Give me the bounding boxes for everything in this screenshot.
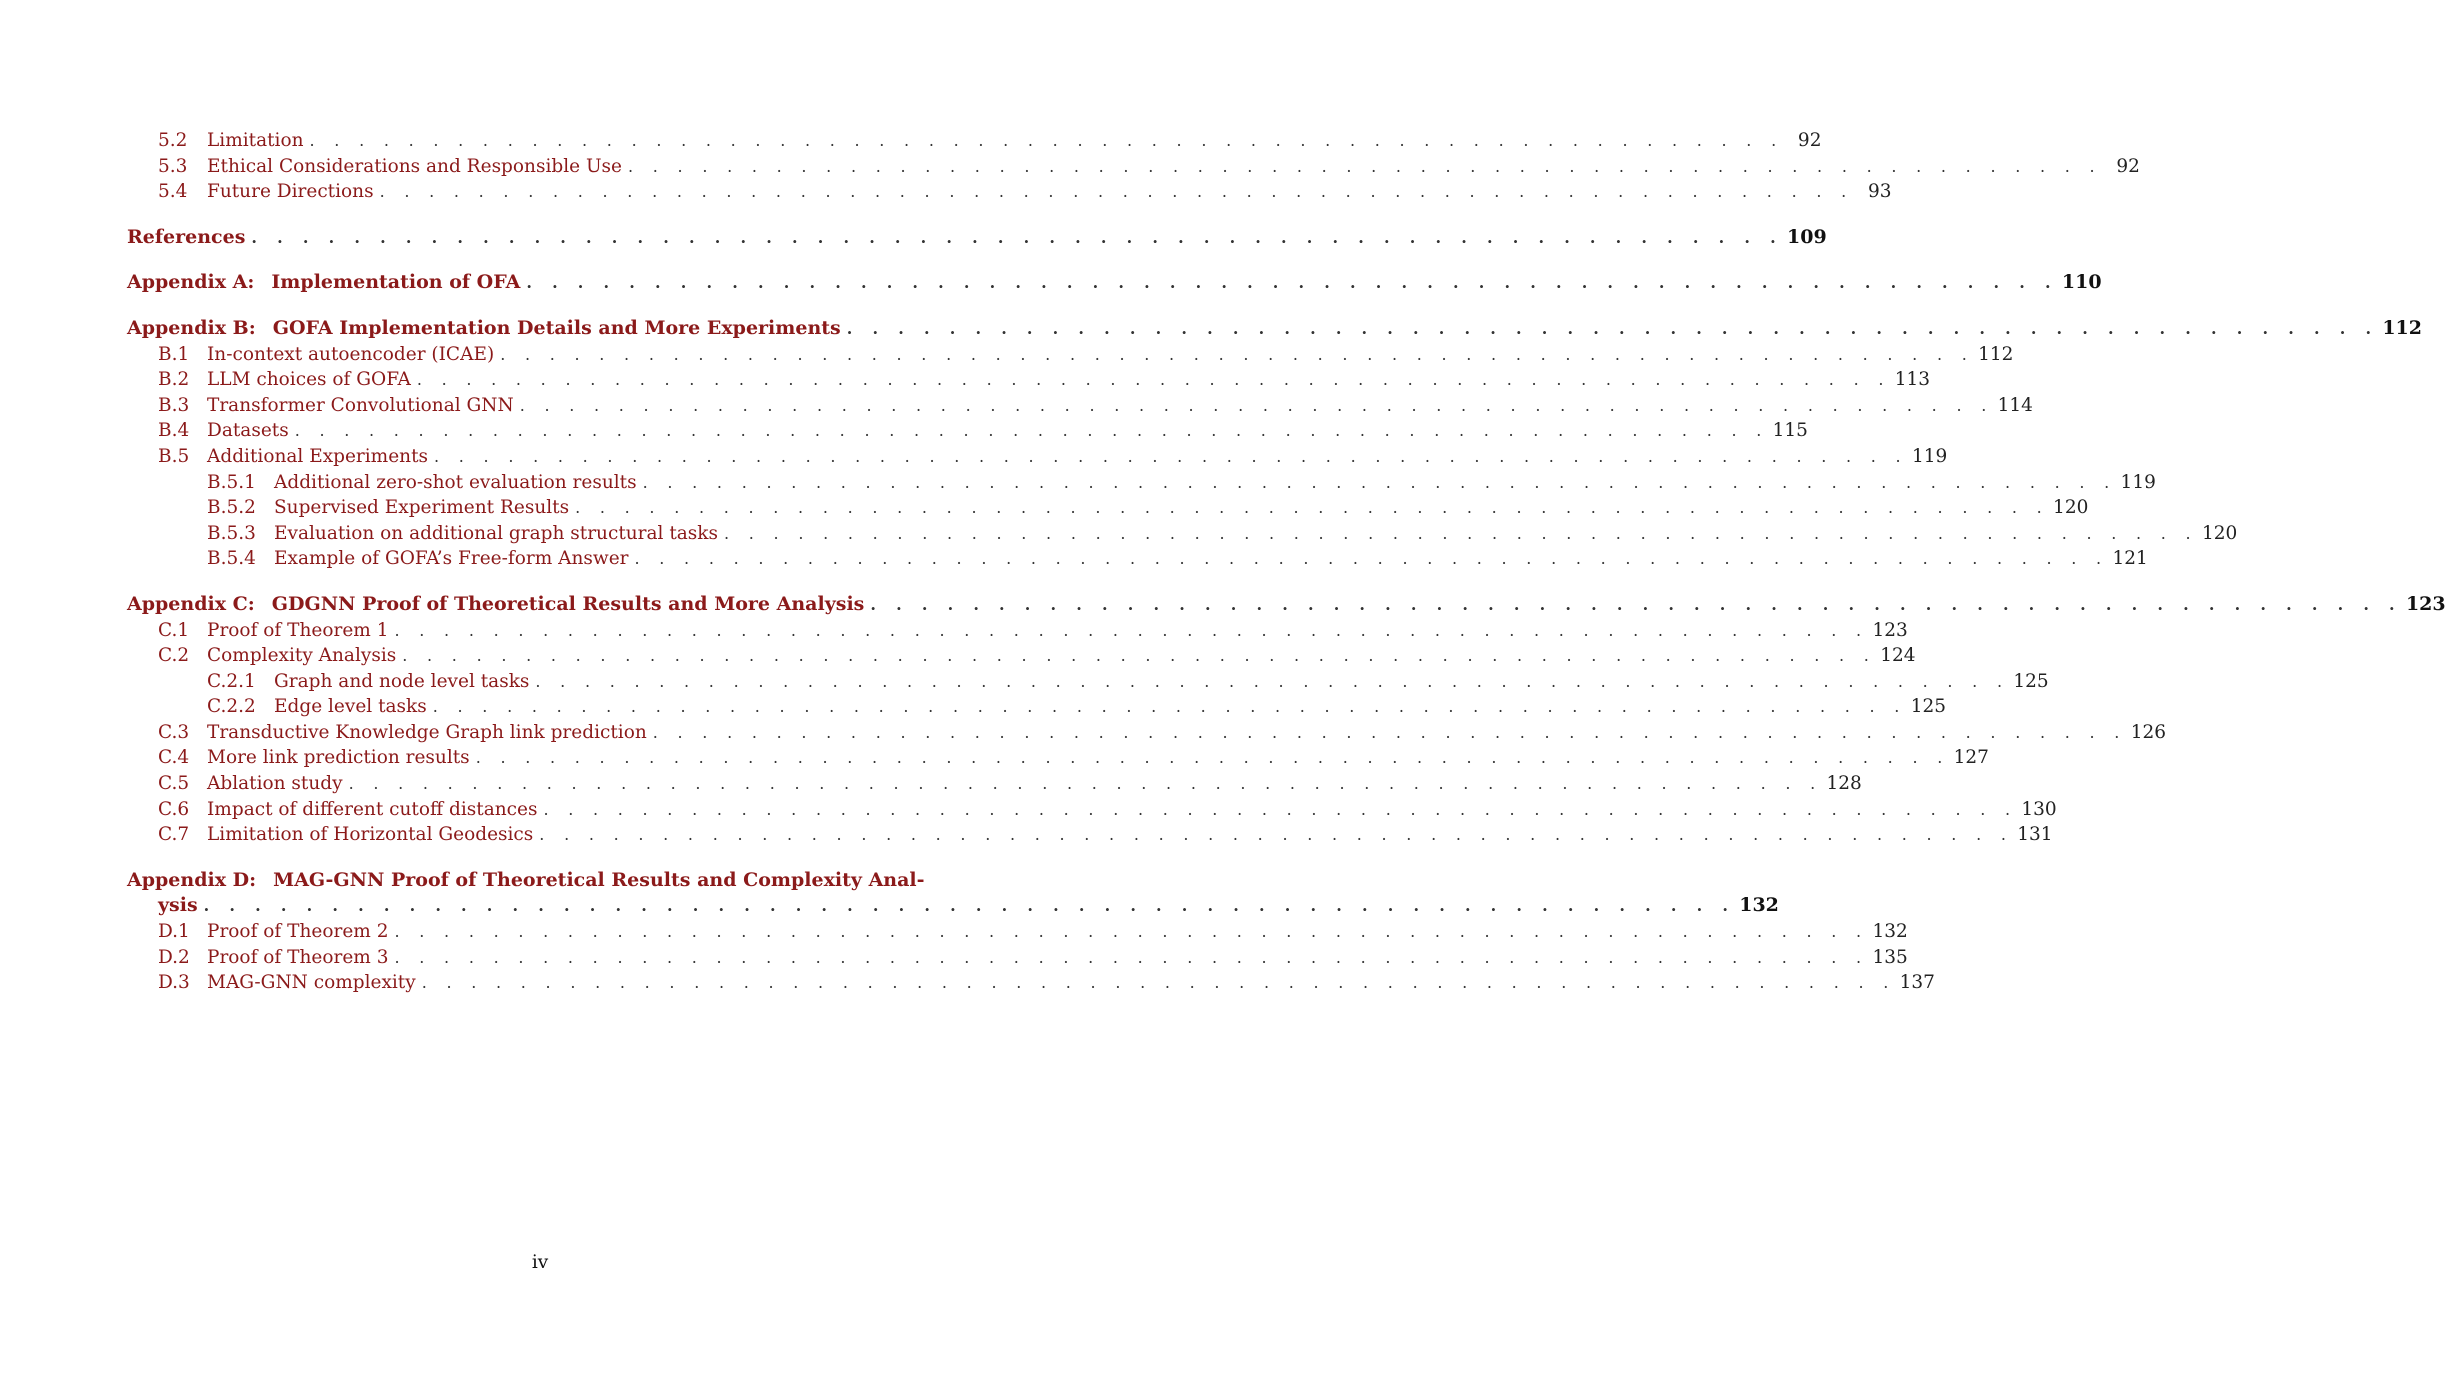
- chapter-title: GDGNN Proof of Theoretical Results and More Analysis: [271, 592, 865, 615]
- page-number: 132: [1872, 921, 1908, 943]
- dot-leader: . . . . . . . . . . . . . . . . . . . . . . . . . . . . . . . . . . . . . . . . . . . . . . . . . . . . . . . . . . . .: [519, 395, 1994, 415]
- dot-leader: . . . . . . . . . . . . . . . . . . . . . . . . . . . . . . . . . . . . . . . . . . . . . . . . . . . . . . . . . . . .: [394, 922, 1869, 942]
- page-number: 115: [1772, 420, 1808, 442]
- section-title: Proof of Theorem 3: [207, 946, 389, 968]
- section-number: B.3: [158, 394, 190, 416]
- section-number: B.5.3: [207, 522, 256, 544]
- section-title: Supervised Experiment Results: [274, 497, 570, 519]
- section-title: Complexity Analysis: [207, 645, 397, 667]
- dot-leader: . . . . . . . . . . . . . . . . . . . . . . . . . . . . . . . . . . . . . . . . . . . . . . . . . . . . . . . . . . . .: [421, 973, 1896, 993]
- appendix-label: Appendix B:: [127, 316, 256, 339]
- toc-entry-b-4[interactable]: [127, 418, 1808, 444]
- page-number: 119: [2120, 471, 2156, 493]
- section-number: B.5: [158, 445, 190, 467]
- dot-leader: . . . . . . . . . . . . . . . . . . . . . . . . . . . . . . . . . . . . . . . . . . . . . . . . . . . . . . . . . . . .: [348, 774, 1823, 794]
- toc-entry-c-2[interactable]: [127, 643, 1916, 669]
- section-number: 5.4: [158, 181, 188, 203]
- page-number: 126: [2130, 721, 2166, 743]
- section-number: C.3: [158, 721, 190, 743]
- section-number: D.1: [158, 921, 190, 943]
- dot-leader: . . . . . . . . . . . . . . . . . . . . . . . . . . . . . . . . . . . . . . . . . . . . . . . . . . . . . . . . . . . .: [251, 227, 1783, 247]
- page-number: 125: [2013, 670, 2049, 692]
- page-number: 109: [1787, 225, 1827, 248]
- section-title: MAG-GNN complexity: [207, 972, 416, 994]
- toc-entry-d-2[interactable]: [127, 945, 1908, 971]
- chapter-title: Implementation of OFA: [271, 271, 521, 294]
- dot-leader: . . . . . . . . . . . . . . . . . . . . . . . . . . . . . . . . . . . . . . . . . . . . . . . . . . . . . . . . . . . .: [526, 273, 2058, 293]
- section-title: Impact of different cutoff distances: [207, 798, 538, 820]
- section-title: Future Directions: [207, 181, 374, 203]
- chapter-title: GOFA Implementation Details and More Experiments: [272, 316, 841, 339]
- appendix-label: Appendix C:: [127, 592, 255, 615]
- page-number-footer: iv: [531, 1252, 549, 1273]
- dot-leader: . . . . . . . . . . . . . . . . . . . . . . . . . . . . . . . . . . . . . . . . . . . . . . . . . . . . . . . . . . . .: [475, 748, 1950, 768]
- toc-entry-c-5[interactable]: [127, 771, 1862, 797]
- section-number: C.2.2: [207, 696, 256, 718]
- section-title: More link prediction results: [207, 747, 470, 769]
- page-number: 132: [1739, 894, 1779, 917]
- dot-leader: . . . . . . . . . . . . . . . . . . . . . . . . . . . . . . . . . . . . . . . . . . . . . . . . . . . . . . . . . . . .: [203, 896, 1736, 916]
- dot-leader: . . . . . . . . . . . . . . . . . . . . . . . . . . . . . . . . . . . . . . . . . . . . . . . . . . . . . . . . . . . .: [402, 646, 1877, 666]
- toc-entry-b-3[interactable]: [127, 393, 2033, 419]
- section-number: B.5.1: [207, 471, 256, 493]
- page-number: 120: [2201, 522, 2238, 544]
- toc-entry-b-2[interactable]: [127, 367, 1931, 393]
- toc-entry-5-2[interactable]: [127, 128, 1822, 154]
- page-number: 92: [2116, 155, 2140, 177]
- section-title: Proof of Theorem 2: [207, 921, 389, 943]
- dot-leader: . . . . . . . . . . . . . . . . . . . . . . . . . . . . . . . . . . . . . . . . . . . . . . . . . . . . . . . . . . . .: [575, 498, 2050, 518]
- section-number: B.1: [158, 343, 190, 365]
- section-number: B.2: [158, 369, 190, 391]
- section-title: Evaluation on additional graph structural tasks: [274, 522, 719, 544]
- toc-entry-c-3[interactable]: [127, 720, 2166, 746]
- section-number: D.3: [158, 972, 190, 994]
- dot-leader: . . . . . . . . . . . . . . . . . . . . . . . . . . . . . . . . . . . . . . . . . . . . . . . . . . . . . . . . . . . .: [535, 671, 2010, 691]
- dot-leader: . . . . . . . . . . . . . . . . . . . . . . . . . . . . . . . . . . . . . . . . . . . . . . . . . . . . . . . . . . . .: [628, 156, 2102, 176]
- section-title: Example of GOFA’s Free-form Answer: [274, 548, 629, 570]
- section-title: Limitation of Horizontal Geodesics: [207, 824, 534, 846]
- section-number: C.5: [158, 773, 190, 795]
- appendix-label: Appendix D:: [127, 868, 257, 891]
- page-number: 135: [1872, 946, 1908, 968]
- toc-entry-appendix-a[interactable]: [127, 270, 2102, 296]
- toc-entry-c-1[interactable]: [127, 618, 1908, 644]
- toc-entry-c-6[interactable]: [127, 797, 2057, 823]
- toc-entry-appendix-c[interactable]: [127, 592, 2446, 618]
- toc-entry-c-4[interactable]: [127, 745, 1989, 771]
- toc-entry-appendix-d-line2[interactable]: [127, 893, 1779, 919]
- toc-entry-b-5-1[interactable]: [127, 470, 2156, 496]
- toc-entry-b-5-2[interactable]: [127, 495, 2089, 521]
- chapter-title-continued: ysis: [158, 894, 198, 917]
- section-number: 5.2: [158, 130, 188, 151]
- section-number: B.4: [158, 420, 190, 442]
- dot-leader: . . . . . . . . . . . . . . . . . . . . . . . . . . . . . . . . . . . . . . . . . . . . . . . . . . . . . . . . . . . .: [846, 318, 2379, 338]
- toc-entry-b-5-3[interactable]: [127, 521, 2238, 547]
- toc-entry-c-7[interactable]: [127, 822, 2053, 848]
- page-number: 92: [1797, 130, 1822, 151]
- section-number: C.7: [158, 824, 190, 846]
- page-number: 119: [1911, 445, 1948, 467]
- page-number: 124: [1880, 645, 1916, 667]
- section-number: B.5.2: [207, 497, 256, 519]
- dot-leader: . . . . . . . . . . . . . . . . . . . . . . . . . . . . . . . . . . . . . . . . . . . . . . . . . . . . . . . . . . . .: [634, 549, 2109, 569]
- dot-leader: . . . . . . . . . . . . . . . . . . . . . . . . . . . . . . . . . . . . . . . . . . . . . . . . . . . . . . . . . . . .: [652, 722, 2127, 742]
- dot-leader: . . . . . . . . . . . . . . . . . . . . . . . . . . . . . . . . . . . . . . . . . . . . . . . . . . . . . . . . . . . .: [724, 523, 2198, 543]
- page-number: 113: [1894, 369, 1931, 391]
- section-title: Ethical Considerations and Responsible Use: [207, 155, 622, 177]
- toc-entry-d-1[interactable]: [127, 919, 1908, 945]
- toc-entry-d-3[interactable]: [127, 970, 1935, 996]
- dot-leader: . . . . . . . . . . . . . . . . . . . . . . . . . . . . . . . . . . . . . . . . . . . . . . . . . . . . . . . . . . . .: [416, 370, 1891, 390]
- page-number: 120: [2053, 497, 2089, 519]
- section-title: Limitation: [207, 130, 304, 151]
- dot-leader: . . . . . . . . . . . . . . . . . . . . . . . . . . . . . . . . . . . . . . . . . . . . . . . . . . . . . . . . . . . .: [500, 344, 1975, 364]
- section-number: D.2: [158, 946, 190, 968]
- toc-entry-appendix-d-line1[interactable]: [127, 868, 953, 894]
- chapter-title: References: [127, 225, 246, 248]
- section-title: Datasets: [207, 420, 289, 442]
- section-title: Additional zero-shot evaluation results: [274, 471, 637, 493]
- section-number: C.1: [158, 619, 190, 641]
- section-title: In-context autoencoder (ICAE): [207, 343, 495, 365]
- dot-leader: . . . . . . . . . . . . . . . . . . . . . . . . . . . . . . . . . . . . . . . . . . . . . . . . . . . . . . . . . . . .: [309, 131, 1784, 150]
- section-number: C.4: [158, 747, 190, 769]
- page-number: 112: [2382, 316, 2422, 339]
- dot-leader: . . . . . . . . . . . . . . . . . . . . . . . . . . . . . . . . . . . . . . . . . . . . . . . . . . . . . . . . . . . .: [379, 182, 1854, 202]
- toc-entry-b-5[interactable]: [127, 444, 1948, 470]
- toc-entry-b-5-4[interactable]: [127, 546, 2148, 572]
- page-number: 125: [1910, 696, 1946, 718]
- page-number: 121: [2112, 548, 2148, 570]
- toc-entry-references[interactable]: [127, 225, 1827, 251]
- section-number: B.5.4: [207, 548, 256, 570]
- section-number: C.2: [158, 645, 190, 667]
- section-title: Proof of Theorem 1: [207, 619, 389, 641]
- page-number: 127: [1953, 747, 1989, 769]
- toc-entry-c-2-1[interactable]: [127, 669, 2049, 695]
- toc-entry-5-4[interactable]: [127, 179, 1892, 205]
- appendix-label: Appendix A:: [127, 271, 255, 294]
- chapter-title: MAG-GNN Proof of Theoretical Results and Complexity Anal-: [273, 868, 925, 891]
- section-title: Additional Experiments: [207, 445, 429, 467]
- page-number: 112: [1978, 343, 2014, 365]
- section-title: LLM choices of GOFA: [207, 369, 411, 391]
- page-number: 131: [2017, 824, 2053, 846]
- section-title: Transductive Knowledge Graph link prediction: [207, 721, 647, 743]
- dot-leader: . . . . . . . . . . . . . . . . . . . . . . . . . . . . . . . . . . . . . . . . . . . . . . . . . . . . . . . . . . . .: [294, 421, 1769, 441]
- section-number: C.2.1: [207, 670, 256, 692]
- dot-leader: . . . . . . . . . . . . . . . . . . . . . . . . . . . . . . . . . . . . . . . . . . . . . . . . . . . . . . . . . . . .: [394, 947, 1869, 967]
- section-title: Transformer Convolutional GNN: [207, 394, 514, 416]
- dot-leader: . . . . . . . . . . . . . . . . . . . . . . . . . . . . . . . . . . . . . . . . . . . . . . . . . . . . . . . . . . . .: [434, 446, 1908, 466]
- page-number: 93: [1867, 181, 1892, 203]
- dot-leader: . . . . . . . . . . . . . . . . . . . . . . . . . . . . . . . . . . . . . . . . . . . . . . . . . . . . . . . . . . . .: [394, 620, 1869, 640]
- toc-entry-5-3[interactable]: [127, 154, 2140, 180]
- toc-entry-c-2-2[interactable]: [127, 694, 1946, 720]
- dot-leader: . . . . . . . . . . . . . . . . . . . . . . . . . . . . . . . . . . . . . . . . . . . . . . . . . . . . . . . . . . . .: [543, 799, 2018, 819]
- page-number: 128: [1826, 773, 1862, 795]
- dot-leader: . . . . . . . . . . . . . . . . . . . . . . . . . . . . . . . . . . . . . . . . . . . . . . . . . . . . . . . . . . . .: [432, 697, 1907, 717]
- page-number: 123: [1872, 619, 1908, 641]
- dot-leader: . . . . . . . . . . . . . . . . . . . . . . . . . . . . . . . . . . . . . . . . . . . . . . . . . . . . . . . . . . . .: [870, 594, 2402, 614]
- page-number: 110: [2061, 271, 2102, 294]
- table-of-contents: [127, 128, 2446, 996]
- section-number: 5.3: [158, 155, 188, 177]
- page-number: 114: [1997, 394, 2033, 416]
- page-number: 137: [1899, 972, 1935, 994]
- section-title: Edge level tasks: [274, 696, 427, 718]
- section-title: Ablation study: [207, 773, 343, 795]
- dot-leader: . . . . . . . . . . . . . . . . . . . . . . . . . . . . . . . . . . . . . . . . . . . . . . . . . . . . . . . . . . . .: [539, 825, 2014, 845]
- section-number: C.6: [158, 798, 190, 820]
- page-number: 130: [2021, 798, 2057, 820]
- dot-leader: . . . . . . . . . . . . . . . . . . . . . . . . . . . . . . . . . . . . . . . . . . . . . . . . . . . . . . . . . . . .: [642, 472, 2117, 492]
- toc-entry-b-1[interactable]: [127, 342, 2014, 368]
- toc-entry-appendix-b[interactable]: [127, 316, 2422, 342]
- page-number: 123: [2405, 592, 2446, 615]
- section-title: Graph and node level tasks: [274, 670, 530, 692]
